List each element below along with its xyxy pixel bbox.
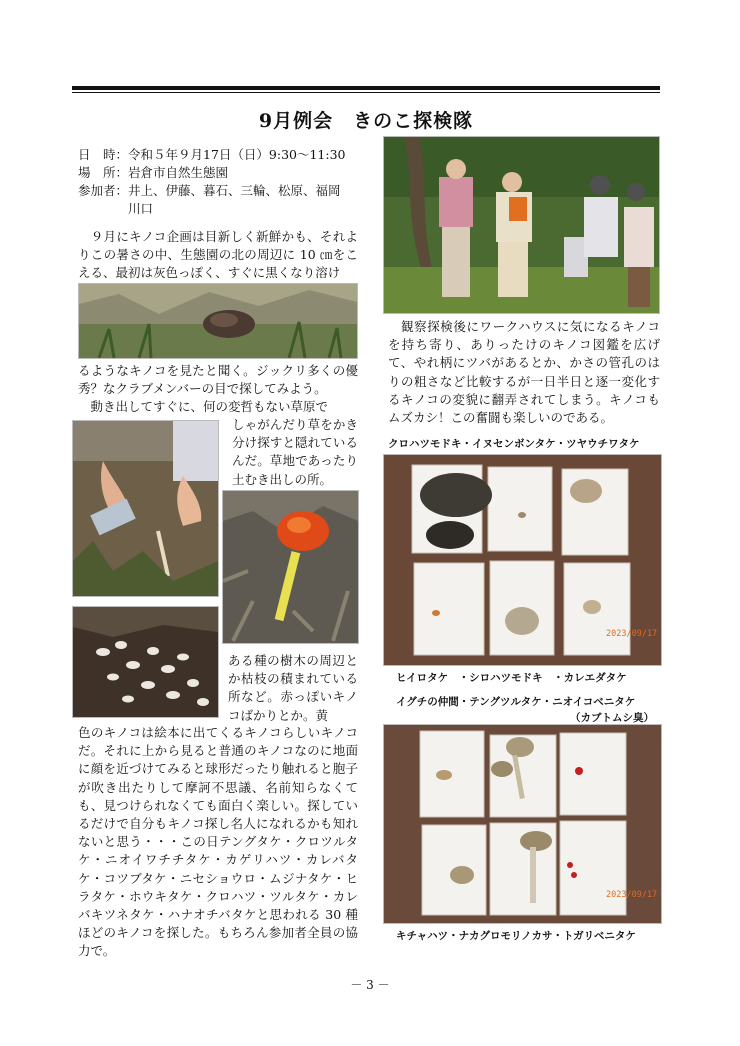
body-paragraph-1: ９月にキノコ企画は目新しく新鮮かも、それよりこの暑さの中、生態園の北の周辺に 10 ㎝をこえる、最初は灰色っぽく、すぐに黒くなり溶け [78, 229, 358, 281]
body-paragraph-4: しゃがんだり草をかき分け探すと隠れているんだ。草地であったり土むき出しの所。 [232, 417, 358, 487]
info-participants-cont: 川口 [78, 201, 154, 216]
page-number: － 3 － [350, 978, 390, 992]
info-participants: 参加者：井上、伊藤、暮石、三輪、松原、福岡 [78, 183, 341, 198]
caption-2: ヒイロタケ ・シロハツモドキ ・カレエダタケ [396, 672, 627, 684]
photo-orange-mushroom-image [223, 491, 358, 643]
photo-group-forest-image [384, 137, 659, 313]
page-title: 9月例会 きのこ探検隊 [258, 110, 474, 132]
date-stamp-2: 2023/09/17 [606, 890, 658, 900]
info-date: 日 時：令和５年９月17日（日）9:30～11:30 [78, 147, 346, 162]
photo-hands-searching [72, 420, 219, 597]
photo-white-mushrooms-image [73, 607, 218, 717]
caption-4: キチャハツ・ナカグロモリノカサ・トガリベニタケ [396, 930, 636, 942]
info-place: 場 所：岩倉市自然生態園 [78, 165, 229, 180]
caption-1: クロハツモドキ・イヌセンボンタケ・ツヤウチワタケ [388, 438, 640, 450]
body-paragraph-6: 色のキノコは絵本に出てくるキノコらしいキノコだ。それに上から見ると普通のキノコなのに地面に顔を近づけてみると球形だったり触れると胞子が吹き出たりして摩訶不思議、名前知らなくても、見つけられなくても面白く楽しい。探しているだけで自分もキノコ探し名人になれるかも知れないと思う・・・この日テングタケ・クロツルタケ・ニオイワチチタケ・カゲリハツ・カレバタケ・コツブタケ・ニセショウロ・ムジナタケ・ヒラタケ・ホウキタケ・クロハツ・ツルタケ・カレバキツネタケ・ハナオチバタケと思われる 30 種ほどのキノコを探した。もちろん参加者全員の協力で。 [78, 725, 358, 959]
top-rule [72, 86, 660, 90]
caption-3-note: （カブトムシ臭） [570, 712, 654, 724]
top-rule-thin [72, 92, 660, 93]
caption-3: イグチの仲間・テングツルタケ・ニオイコベニタケ [396, 696, 636, 708]
body-paragraph-3: 動き出してすぐに、何の変哲もない草原で [78, 399, 329, 414]
body-paragraph-right: 観察探検後にワークハウスに気になるキノコを持ち寄り、ありったけのキノコ図鑑を広げて、やれ柄にツバがあるとか、かさの管孔のはりの粗さなど比較するが一日半日と逐一変化するキノコの変貌に翻弄されてしまう。キノコもムズカシ！この奮闘も楽しいのである。 [388, 319, 660, 426]
date-stamp-1: 2023/09/17 [606, 629, 658, 639]
photo-black-mushroom-image [79, 284, 357, 358]
photo-hands-searching-image [73, 421, 218, 596]
photo-white-mushrooms [72, 606, 219, 718]
photo-black-mushroom [78, 283, 358, 359]
photo-group-forest [383, 136, 660, 314]
body-paragraph-2: るようなキノコを見たと聞く。ジックリ多くの優秀？なクラブメンバーの目で探してみよう。 [78, 363, 358, 397]
photo-orange-mushroom [222, 490, 359, 644]
body-paragraph-5: ある種の樹木の周辺とか枯枝の積まれている所など。赤っぽいキノコばかりとか。黄 [228, 653, 358, 723]
